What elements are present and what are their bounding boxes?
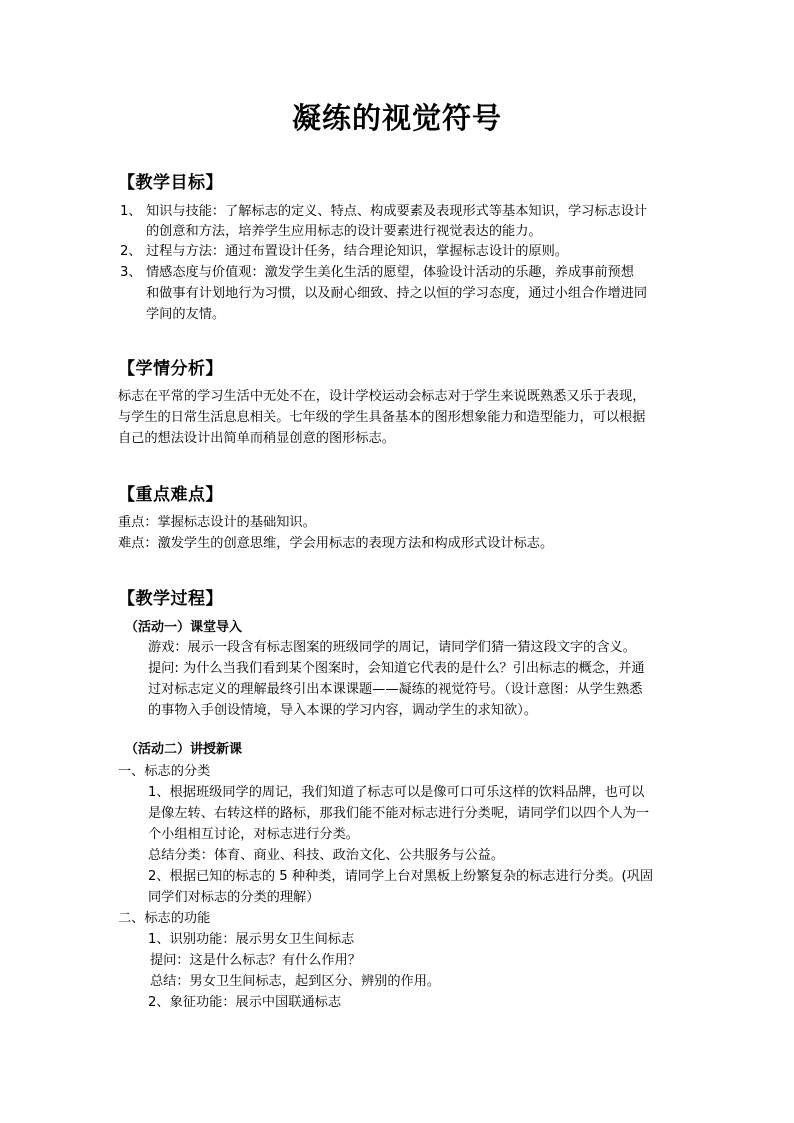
function-line: 1、识别功能：展示男女卫生间标志 xyxy=(148,932,355,947)
subsection-title-function: 二、标志的功能 xyxy=(118,911,211,926)
difficulty-line: 难点：激发学生的创意思维，学会用标志的表现方法和构成形式设计标志。 xyxy=(118,536,554,551)
subsection-title-classification: 一、标志的分类 xyxy=(118,764,211,779)
goal-item-1 xyxy=(120,202,647,222)
goal-item-number: 1、 xyxy=(120,204,142,219)
classification-line: 同学们对标志的分类的理解） xyxy=(148,890,320,905)
analysis-line: 标志在平常的学习生活中无处不在，设计学校运动会标志对于学生来说既熟悉又乐于表现， xyxy=(118,389,646,404)
goal-item-3-cont: 和做事有计划地行为习惯，以及耐心细致、持之以恒的学习态度，通过小组合作增进同 xyxy=(146,286,648,301)
key-point-line: 重点：掌握标志设计的基础知识。 xyxy=(118,515,316,530)
section-heading-analysis: 【学情分析】 xyxy=(118,359,223,379)
page-title: 凝练的视觉符号 xyxy=(291,101,502,135)
section-heading-keypoints: 【重点难点】 xyxy=(118,485,223,505)
activity-2-label: （活动二）讲授新课 xyxy=(125,742,243,757)
goal-item-number: 2、 xyxy=(120,244,142,259)
activity-1-line: 过对标志定义的理解最终引出本课课题——凝练的视觉符号。（设计意图：从学生熟悉 xyxy=(148,682,643,697)
goal-item-text: 过程与方法：通过布置设计任务，结合理论知识，掌握标志设计的原则。 xyxy=(146,244,568,259)
goal-item-text: 知识与技能：了解标志的定义、特点、构成要素及表现形式等基本知识，学习标志设计 xyxy=(146,204,648,219)
classification-summary: 总结分类：体育、商业、科技、政治文化、公共服务与公益。 xyxy=(148,848,505,863)
activity-1-label: （活动一）课堂导入 xyxy=(125,620,243,635)
activity-1-line: 的事物入手创设情境，导入本课的学习内容，调动学生的求知欲）。 xyxy=(148,703,538,718)
activity-1-line: 游戏：展示一段含有标志图案的班级同学的周记，请同学们猜一猜这段文字的含义。 xyxy=(148,640,636,655)
activity-1-line: 提问: 为什么当我们看到某个图案时，会知道它代表的是什么？引出标志的概念，并通 xyxy=(148,661,645,676)
analysis-line: 与学生的日常生活息息相关。七年级的学生具备基本的图形想象能力和造型能力，可以根据 xyxy=(118,410,646,425)
goal-item-1-cont: 的创意和方法，培养学生应用标志的设计要素进行视觉表达的能力。 xyxy=(146,224,542,239)
classification-line: 是像左转、右转这样的路标，那我们能不能对标志进行分类呢，请同学们以四个人为一 xyxy=(148,806,650,821)
classification-line: 1、根据班级同学的周记，我们知道了标志可以是像可口可乐这样的饮料品牌，也可以 xyxy=(148,785,645,800)
function-line: 总结：男女卫生间标志，起到区分、辨别的作用。 xyxy=(150,974,441,989)
section-heading-goals: 【教学目标】 xyxy=(118,173,223,193)
classification-line: 2、根据已知的标志的 5 种种类，请同学上台对黑板上纷繁复杂的标志进行分类。(巩固 xyxy=(148,869,654,884)
function-line: 提问：这是什么标志？有什么作用？ xyxy=(150,953,361,968)
classification-line: 个小组相互讨论，对标志进行分类。 xyxy=(148,827,359,842)
goal-item-3-cont: 学间的友情。 xyxy=(146,307,226,322)
section-heading-process: 【教学过程】 xyxy=(118,589,223,609)
analysis-line: 自己的想法设计出简单而稍显创意的图形标志。 xyxy=(118,431,395,446)
goal-item-3 xyxy=(120,263,634,283)
goal-item-text: 情感态度与价值观：激发学生美化生活的愿望，体验设计活动的乐趣，养成事前预想 xyxy=(146,265,634,280)
goal-item-number: 3、 xyxy=(120,265,142,280)
goal-item-2 xyxy=(120,242,568,262)
function-line: 2、象征功能：展示中国联通标志 xyxy=(148,995,342,1010)
